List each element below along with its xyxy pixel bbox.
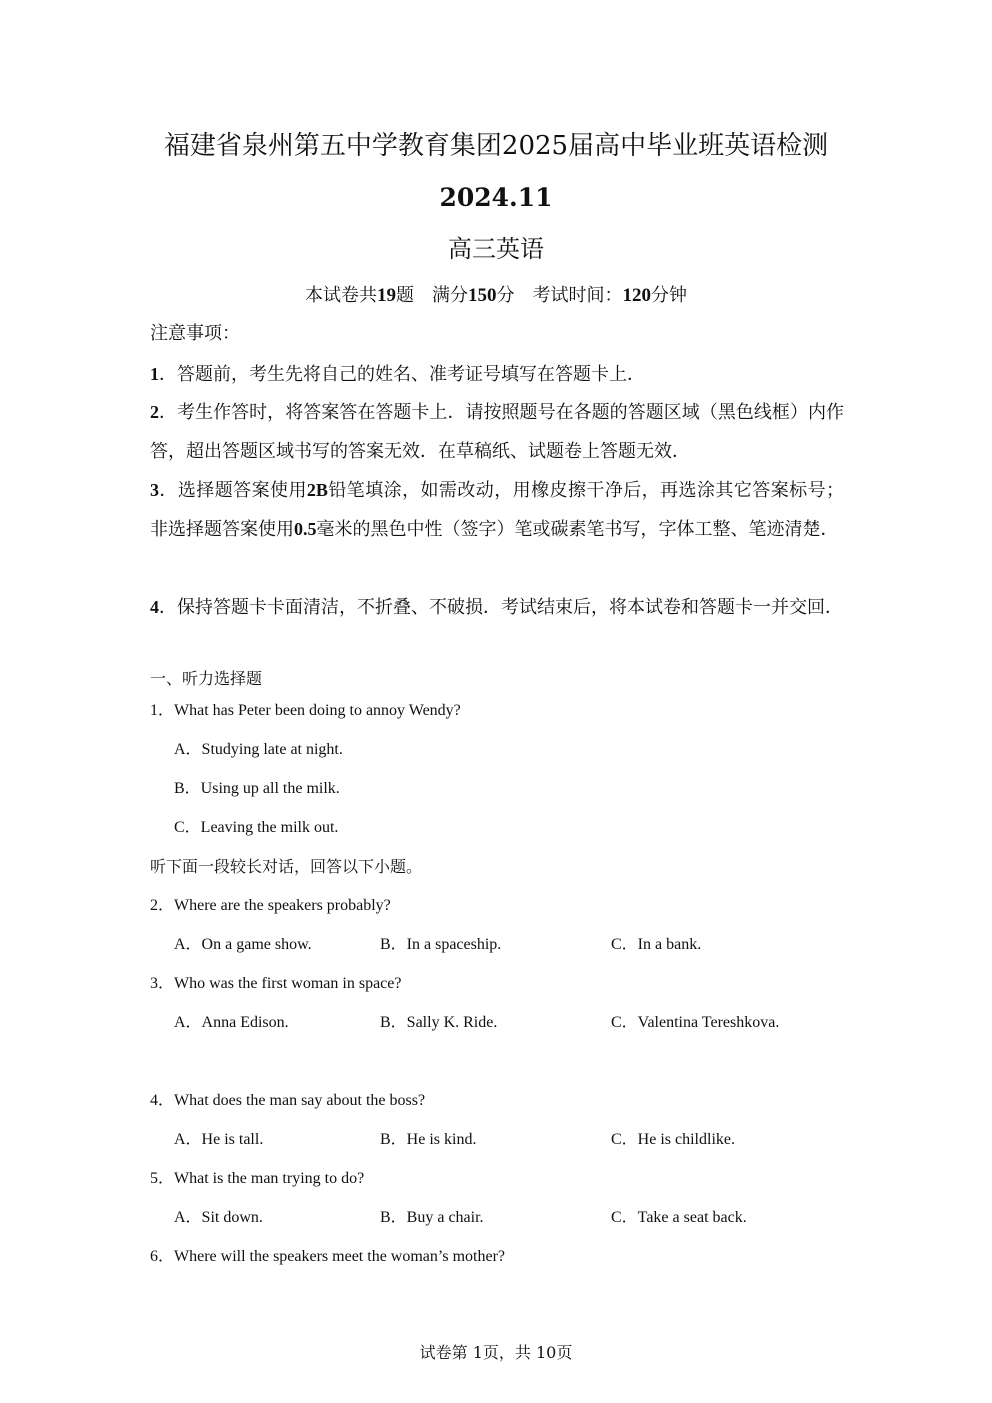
q2-option-b: B．In a spaceship. [380, 936, 502, 953]
exam-info [0, 283, 992, 309]
q2-option-c: C．In a bank. [611, 936, 702, 953]
notice-text: ．保持答题卡卡面清洁，不折叠、不破损．考试结束后，将本试卷和答题卡一并交回． [159, 597, 843, 618]
notice-item-4 [150, 588, 844, 627]
subject-title: 高三英语 [448, 235, 544, 263]
q4-option-c: C．He is childlike. [611, 1131, 735, 1148]
notice-number: 1 [150, 364, 159, 384]
q4-option-b: B．He is kind. [380, 1131, 477, 1148]
full-score: 150 [468, 285, 497, 306]
question-4: 4．What does the man say about the boss? [150, 1092, 426, 1109]
notice-number: 2 [150, 402, 159, 422]
exam-title: 福建省泉州第五中学教育集团2025届高中毕业班英语检测 [163, 131, 829, 161]
notice-text: ．答题前，考生先将自己的姓名、准考证号填写在答题卡上． [159, 364, 645, 385]
question-3: 3．Who was the first woman in space? [150, 975, 402, 992]
q1-option-c: C．Leaving the milk out. [174, 819, 339, 836]
notice-number: 4 [150, 597, 159, 617]
q5-option-b: B．Buy a chair. [380, 1209, 484, 1226]
notice-item-1 [150, 355, 844, 394]
exam-duration: 120 [622, 285, 651, 306]
exam-info-text: 题 满分 [396, 285, 468, 306]
q3-option-c: C．Valentina Tereshkova. [611, 1014, 780, 1031]
notice-bold-term: 2B [306, 480, 328, 500]
exam-date: 2024.11 [439, 183, 553, 212]
q3-option-a: A．Anna Edison. [174, 1014, 289, 1031]
q3-option-b: B．Sally K. Ride. [380, 1014, 498, 1031]
notice-text: ．考生作答时，将答案答在答题卡上．请按照题号在各题的答题区域（黑色线框）内作答，超出答题区域书写的答案无效．在草稿纸、试题卷上答题无效． [150, 402, 844, 462]
q5-option-a: A．Sit down. [174, 1209, 263, 1226]
exam-info-text: 本试卷共 [305, 285, 377, 306]
q4-option-a: A．He is tall. [174, 1131, 264, 1148]
notice-heading: 注意事项： [150, 323, 240, 344]
exam-info-text: 分钟 [651, 285, 687, 306]
notice-text: ．选择题答案使用 [159, 480, 307, 501]
notice-bold-term: 0.5 [294, 519, 317, 539]
question-1: 1．What has Peter been doing to annoy Wendy? [150, 702, 461, 719]
page-footer: 试卷第 1页，共 10页 [419, 1343, 573, 1362]
notice-text: 毫米的黑色中性（签字）笔或碳素笔书写，字体工整、笔迹清楚． [316, 519, 839, 540]
q1-option-b: B．Using up all the milk. [174, 780, 340, 797]
section-title: 一、听力选择题 [150, 669, 263, 688]
notice-number: 3 [150, 480, 159, 500]
q2-option-a: A．On a game show. [174, 936, 312, 953]
question-5: 5．What is the man trying to do? [150, 1170, 365, 1187]
dialog-instruction: 听下面一段较长对话，回答以下小题。 [150, 857, 423, 876]
question-count: 19 [377, 285, 396, 306]
notice-text: 铅笔填涂，如需改动，用橡皮擦干净后，再选涂其它答案标号；非选择题答案使用 [150, 480, 844, 540]
exam-info-text: 分 考试时间： [496, 285, 623, 306]
notice-item-3 [150, 471, 844, 549]
q1-option-a: A．Studying late at night. [174, 741, 343, 758]
question-2: 2．Where are the speakers probably? [150, 897, 391, 914]
question-6: 6．Where will the speakers meet the woman’s mother? [150, 1248, 505, 1265]
q5-option-c: C．Take a seat back. [611, 1209, 747, 1226]
notice-item-2 [150, 393, 844, 471]
